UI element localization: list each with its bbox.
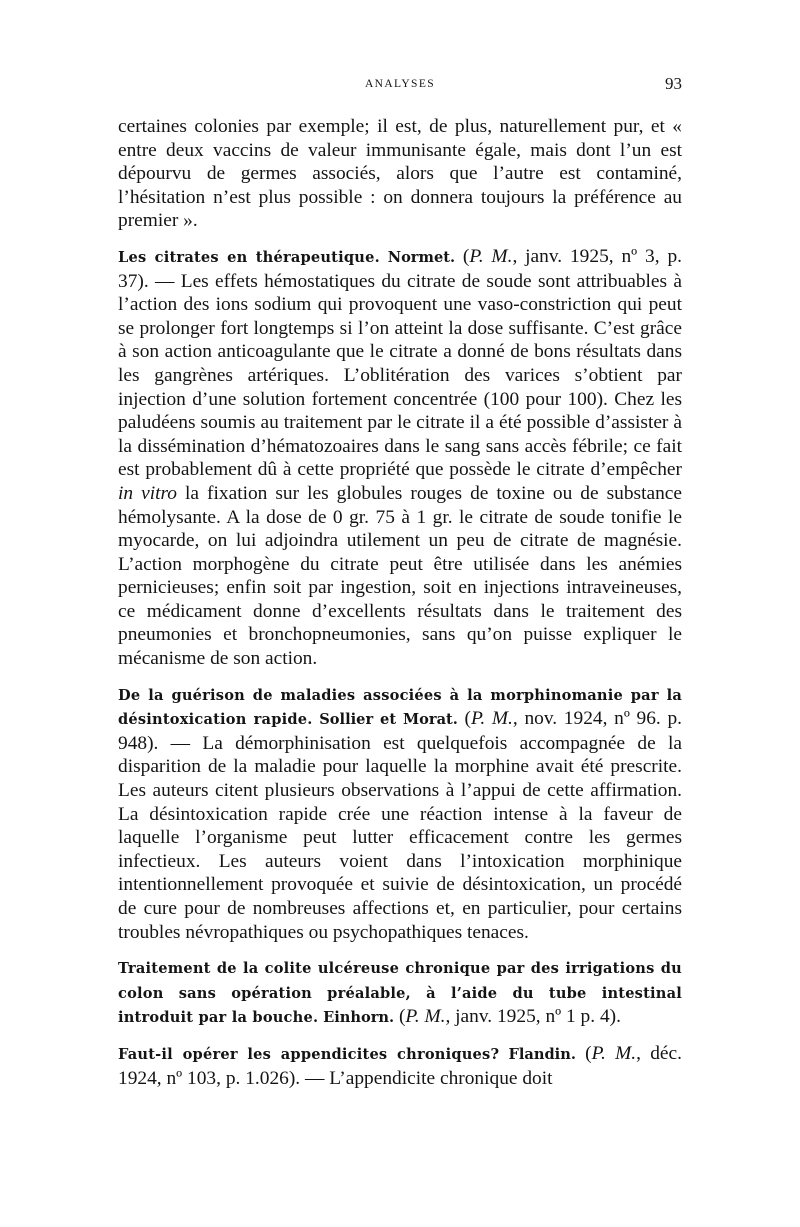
abstract-author: Flandin. — [508, 1045, 576, 1063]
abstract-author: Normet. — [387, 248, 456, 266]
abstract-morphinomanie — [118, 683, 682, 945]
reference-details: , nov. 1924, nº 96. p. 948). — [118, 708, 682, 754]
reference-details: , janv. 1925, nº 3, p. 37). — [118, 245, 682, 292]
abstract-text: — L’appendicite chronique doit — [300, 1067, 553, 1089]
reference-open: ( — [455, 245, 470, 267]
abstract-title: Les citrates en thérapeutique. — [118, 248, 380, 266]
journal-abbrev: P. M. — [469, 245, 513, 267]
abstract-author: Sollier et Morat. — [319, 711, 458, 729]
abstract-title: De la guérison de maladies associées à la morphinomanie par la désintoxication rapide. — [118, 686, 682, 729]
abstract-appendicites — [118, 1042, 682, 1090]
article-body — [118, 115, 682, 1090]
abstract-author: Einhorn. — [323, 1009, 395, 1027]
journal-abbrev: P. M. — [405, 1006, 446, 1028]
abstract-text-continued: la fixation sur les globules rouges de toxine ou de substance hémolysante. A la dose de 0 gr. 75 à 1 gr. le citrate de soude tonifie le myocarde, on lui adjoindra utilement un peu de citrate de magnésie. L’action morphogène du citrate peut être utilisée dans les anémies pernicieuses; enfin soit par ingestion, soit en injections intraveineuses, ce médicament donne d’excellents résultats dans le traitement des pneumonies et bronchopneumonies, sans qu’on puisse expliquer le mécanisme de son action. — [118, 482, 682, 670]
reference-details: , déc. 1924, nº 103, p. 1.026). — [118, 1042, 682, 1089]
abstract-text: — Les effets hémostatiques du citrate de soude sont attribuables à l’action des ions sodium qui provoquent une vaso-constriction qui peut se prolonger fort longtemps si l’on atteint la dose suffisante. C’est grâce à son action anticoagulante que le citrate a donné de bons résultats dans les gangrènes artériques. L’oblitération des varices s’obtient par injection d’une solution fortement concentrée (100 pour 100). Chez les paludéens soumis au traitement par le citrate il a été possible d’assister à la dissémination d’hématozoaires dans le sang sans accès fébrile; ce fait est probablement dû à cette propriété que possède le citrate d’empêcher — [118, 270, 682, 481]
journal-abbrev: P. M. — [591, 1042, 637, 1064]
reference-open: ( — [575, 1042, 592, 1064]
abstract-text: — La démorphinisation est quelquefois accompagnée de la disparition de la maladie pour laquelle la morphine avait été prescrite. Les auteurs citent plusieurs observations à l’appui de cette affirmation. La désintoxication rapide crée une réaction intense à la faveur de laquelle l’organisme peut lutter efficacement contre les germes infectieux. Les auteurs voient dans l’intoxication morphinique intentionnellement provoquée et suivie de désintoxication, un procédé de cure pour de nombreuses affections et, en particulier, pour certains troubles névropathiques ou psychopathiques tenaces. — [118, 732, 682, 943]
abstract-title: Faut-il opérer les appendicites chroniques? — [118, 1045, 500, 1063]
running-header — [118, 74, 682, 96]
page-number: 93 — [665, 74, 682, 93]
reference-open: ( — [394, 1006, 406, 1028]
running-title: ANALYSES — [364, 78, 436, 90]
paragraph-text: certaines colonies par exemple; il est, de plus, naturellement pur, et « entre deux vaccins de valeur immunisante égale, mais dont l’un est dépourvu de germes associés, alors que l’autre est contaminé, l’hésitation n’est plus possible : on donnera toujours la préférence au premier ». — [118, 116, 682, 232]
reference-open: ( — [457, 708, 472, 730]
reference-details: , janv. 1925, nº 1 p. 4). — [445, 1006, 621, 1028]
abstract-title: Traitement de la colite ulcéreuse chronique par des irrigations du colon sans opération préalable, à l’aide du tube intestinal introduit par la bouche. — [118, 960, 682, 1027]
italic-term: in vitro — [118, 482, 178, 504]
paragraph-continuation — [118, 115, 682, 233]
journal-abbrev: P. M. — [471, 708, 513, 730]
abstract-colite — [118, 956, 682, 1030]
abstract-citrates — [118, 245, 682, 671]
